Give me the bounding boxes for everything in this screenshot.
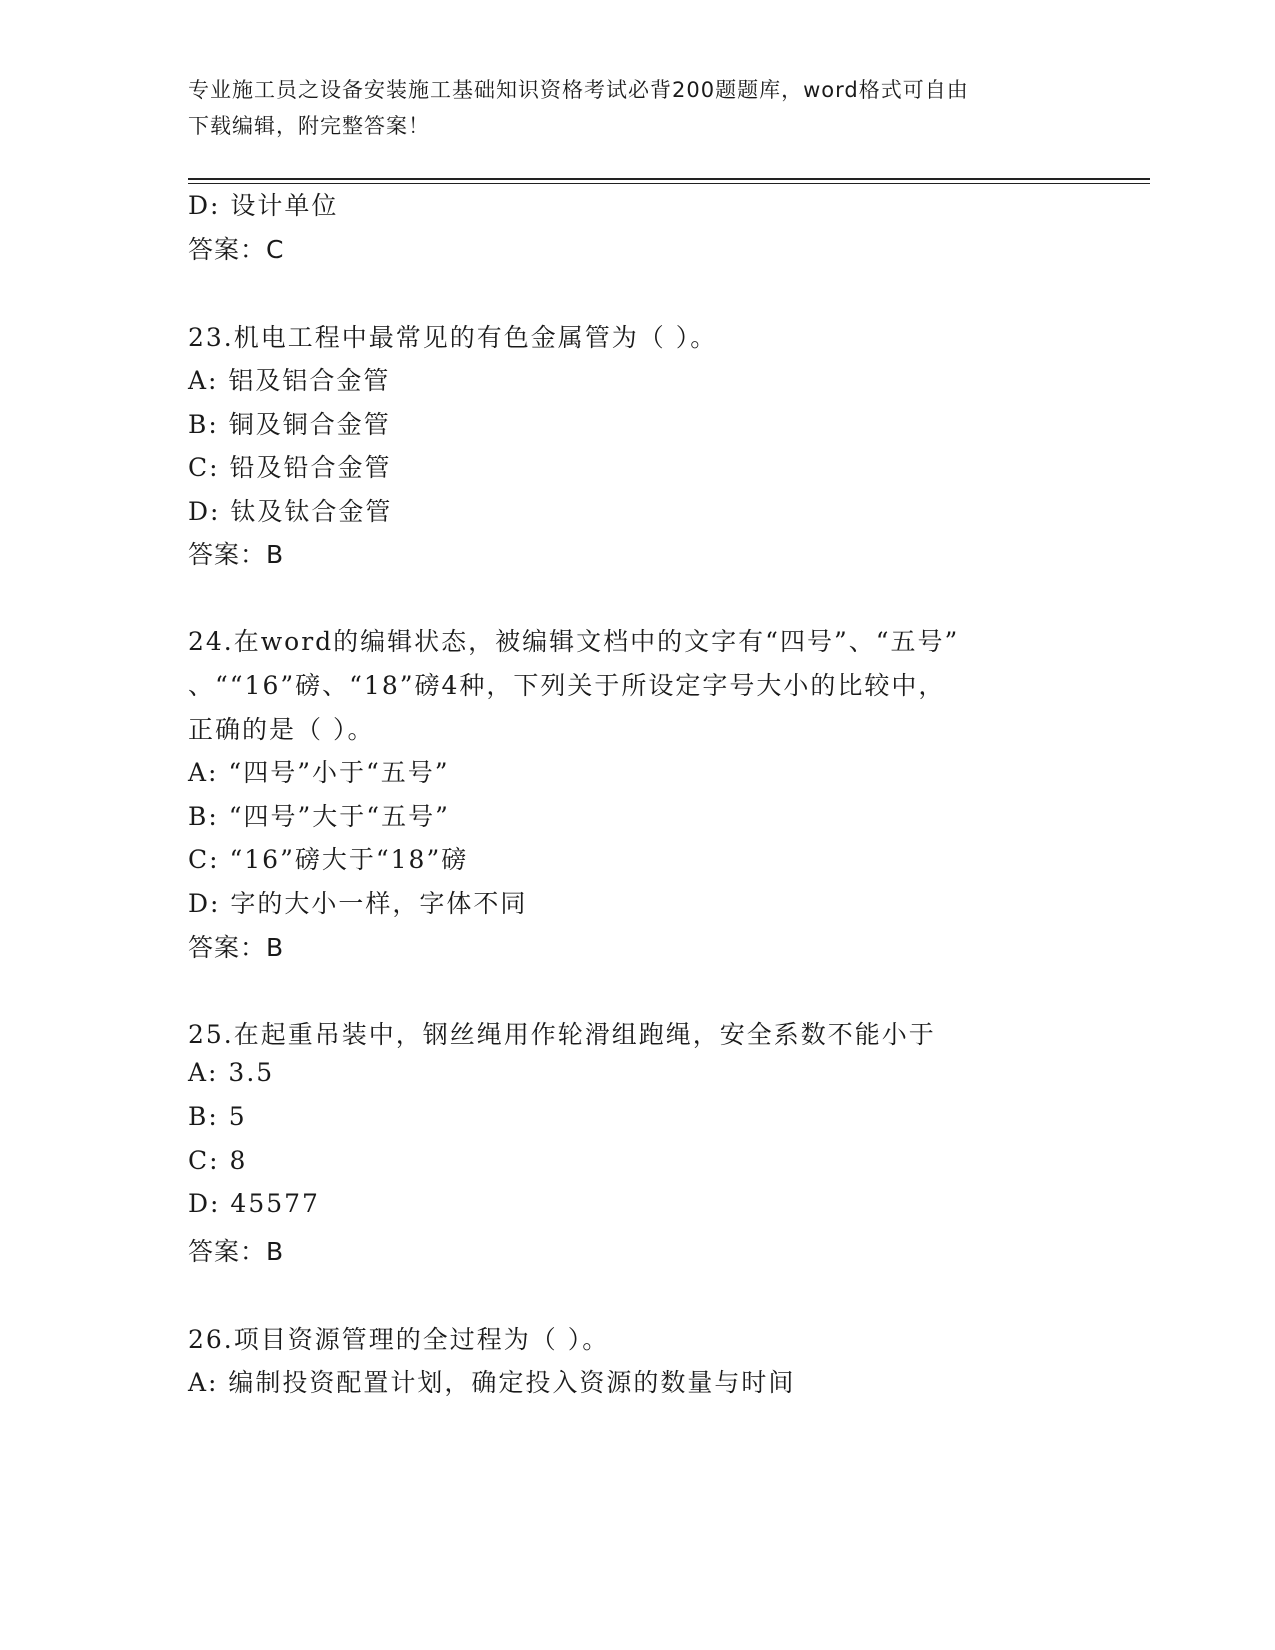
q25-option-a: A: 3.5 [188,1058,275,1087]
q24-option-c: C: “16”磅大于“18”磅 [188,845,469,874]
q23-option-d: D: 钛及钛合金管 [188,497,393,526]
q25-option-d: D: 45577 [188,1189,320,1218]
document-header [188,72,1088,144]
q24-option-b: B: “四号”大于“五号” [188,802,450,831]
q25-answer: 答案：B [188,1237,285,1266]
header-divider-thin [188,183,1150,184]
q24-question-line-1: 24.在word的编辑状态，被编辑文档中的文字有“四号”、“五号” [188,627,960,656]
q22-answer: 答案：C [188,235,285,264]
q24-answer: 答案：B [188,933,285,962]
q26-question: 26.项目资源管理的全过程为（ ）。 [188,1325,610,1354]
q25-option-c: C: 8 [188,1146,248,1175]
q24-option-a: A: “四号”小于“五号” [188,758,450,787]
header-line-1: 专业施工员之设备安装施工基础知识资格考试必背200题题库，word格式可自由 [188,78,969,102]
q23-option-c: C: 铅及铅合金管 [188,453,392,482]
q23-answer: 答案：B [188,540,285,569]
header-divider-thick [188,178,1150,180]
q25-question: 25.在起重吊装中，钢丝绳用作轮滑组跑绳，安全系数不能小于 [188,1020,936,1049]
q25-option-b: B: 5 [188,1102,247,1131]
q23-option-b: B: 铜及铜合金管 [188,410,391,439]
q22-option-d: D: 设计单位 [188,191,339,220]
q24-question-line-3: 正确的是（ ）。 [188,715,375,744]
header-line-2: 下载编辑，附完整答案！ [188,114,430,138]
q24-option-d: D: 字的大小一样，字体不同 [188,889,528,918]
q26-option-a: A: 编制投资配置计划，确定投入资源的数量与时间 [188,1368,796,1397]
q23-question: 23.机电工程中最常见的有色金属管为（ ）。 [188,323,718,352]
q23-option-a: A: 铝及铝合金管 [188,366,391,395]
q24-question-line-2: 、““16”磅、“18”磅4种，下列关于所设定字号大小的比较中， [188,671,946,700]
